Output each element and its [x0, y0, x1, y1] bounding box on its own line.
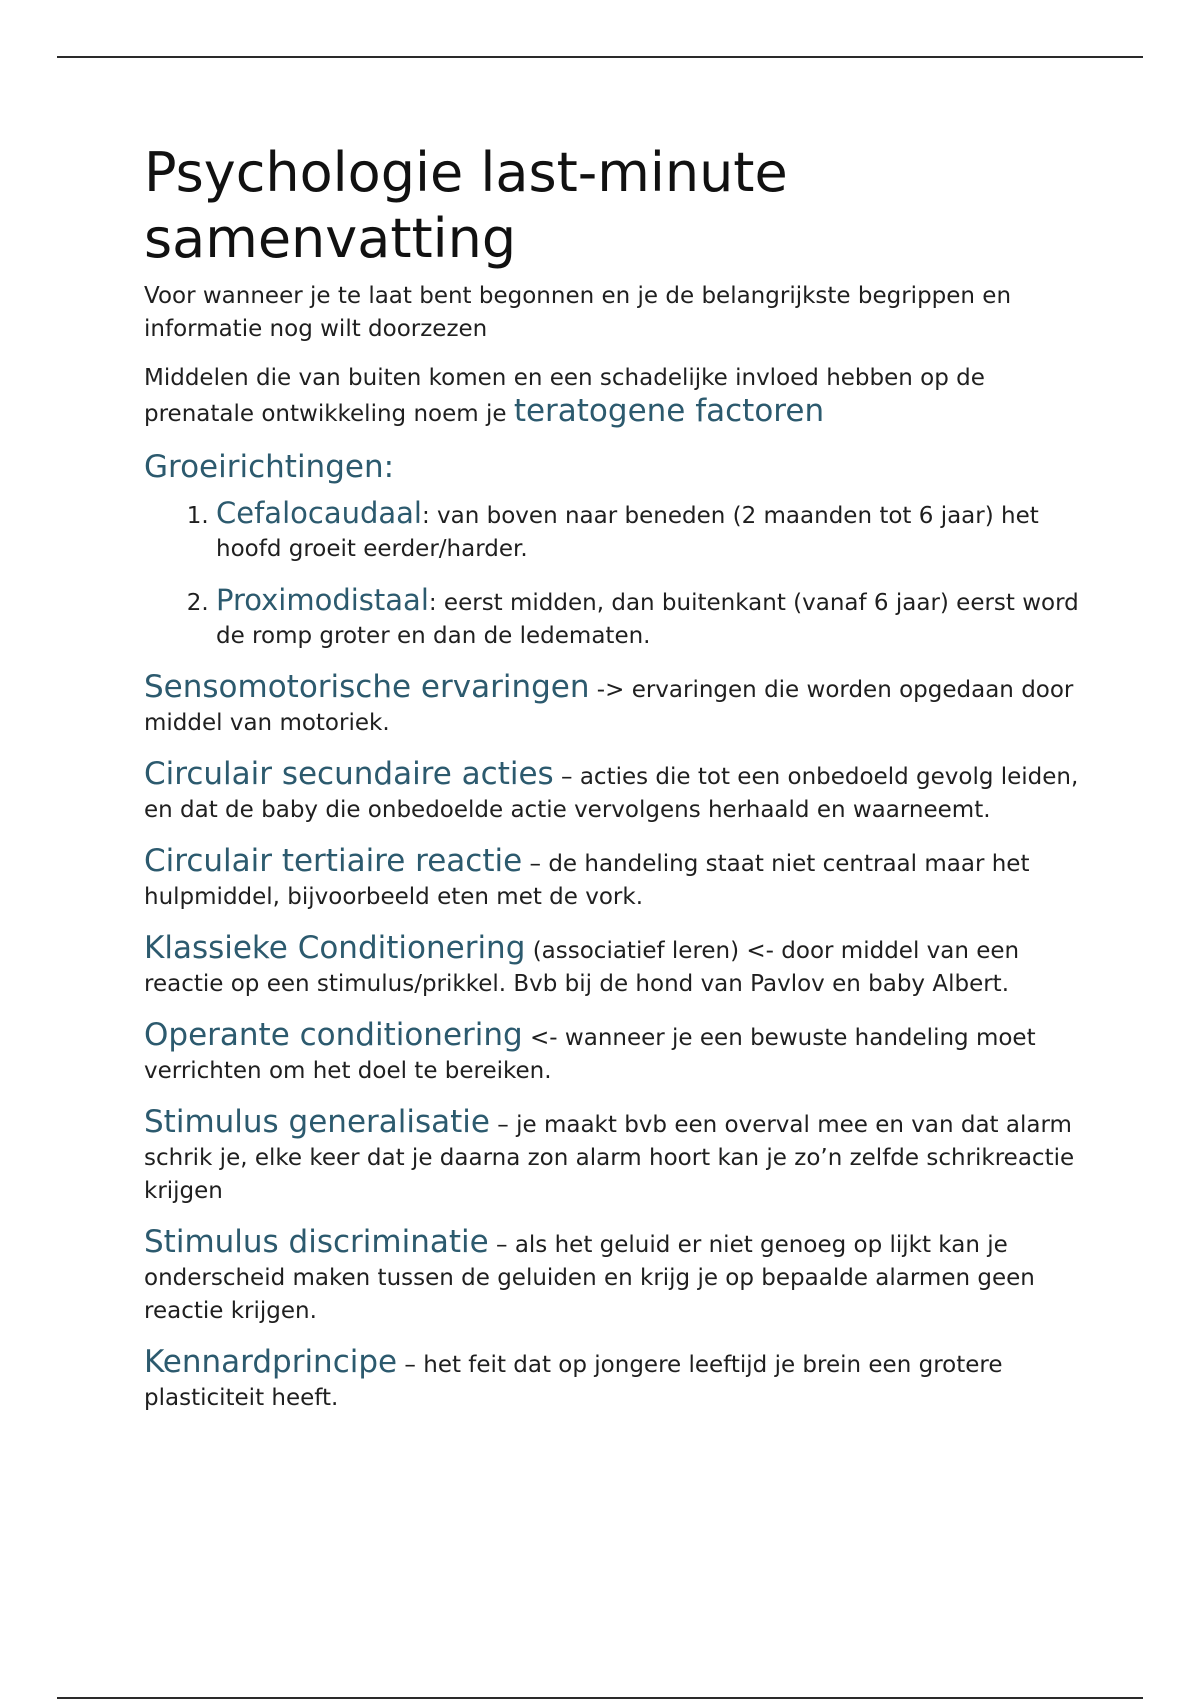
top-rule — [57, 56, 1143, 58]
definition-term: Klassieke Conditionering — [144, 930, 526, 966]
definition-text: – je maakt bvb een overval mee en van dat alarm schrik je, elke keer dat je daarna zon alarm hoort kan je zo’n zelfde schrikreactie krijgen — [144, 1112, 1075, 1204]
definition-entry — [144, 1106, 1084, 1208]
document-body — [144, 140, 1084, 1433]
definition-entry — [144, 932, 1084, 1001]
definition-text: – de handeling staat niet centraal maar het hulpmiddel, bijvoorbeeld eten met de vork. — [144, 851, 1030, 910]
growth-heading: Groeirichtingen: — [144, 449, 395, 485]
list-item-text: : van boven naar beneden (2 maanden tot 6 jaar) het hoofd groeit eerder/harder. — [216, 503, 1039, 562]
definition-entry — [144, 1019, 1084, 1088]
list-item — [216, 497, 1084, 566]
definition-text: – als het geluid er niet genoeg op lijkt kan je onderscheid maken tussen de geluiden en krijg je op bepaalde alarmen geen reactie krijgen. — [144, 1232, 1035, 1324]
intro-paragraph: Voor wanneer je te laat bent begonnen en je de belangrijkste begrippen en informatie nog wilt doorzezen — [144, 283, 1012, 342]
definition-text: <- wanneer je een bewuste handeling moet verrichten om het doel te bereiken. — [144, 1025, 1036, 1084]
teratogen-text: Middelen die van buiten komen en een schadelijke invloed hebben op de prenatale ontwikkeling noem je — [144, 365, 985, 427]
teratogen-paragraph — [144, 362, 1084, 431]
definition-term: Stimulus generalisatie — [144, 1104, 490, 1140]
definition-term: Sensomotorische ervaringen — [144, 669, 590, 705]
definition-term: Operante conditionering — [144, 1017, 523, 1053]
definition-entry — [144, 1226, 1084, 1328]
page-title: Psychologie last-minute samenvatting — [144, 141, 788, 270]
definition-text: (associatief leren) <- door middel van een reactie op een stimulus/prikkel. Bvb bij de hond van Pavlov en baby Albert. — [144, 938, 1020, 997]
list-item-term: Cefalocaudaal — [216, 496, 422, 530]
list-item — [216, 584, 1084, 653]
definition-text: -> ervaringen die worden opgedaan door middel van motoriek. — [144, 677, 1074, 736]
definition-term: Stimulus discriminatie — [144, 1224, 489, 1260]
definition-entry — [144, 845, 1084, 914]
definition-entry — [144, 758, 1084, 827]
definition-text: – het feit dat op jongere leeftijd je brein een grotere plasticiteit heeft. — [144, 1352, 1003, 1411]
list-item-term: Proximodistaal — [216, 583, 429, 617]
definition-term: Circulair secundaire acties — [144, 756, 554, 792]
growth-list — [144, 497, 1084, 653]
list-item-text: : eerst midden, dan buitenkant (vanaf 6 jaar) eerst word de romp groter en dan de ledematen. — [216, 590, 1079, 649]
definition-term: Kennardprincipe — [144, 1344, 398, 1380]
bottom-rule — [57, 1697, 1143, 1699]
definition-entry — [144, 671, 1084, 740]
definition-entry — [144, 1346, 1084, 1415]
teratogen-term: teratogene factoren — [513, 393, 825, 429]
definition-text: – acties die tot een onbedoeld gevolg leiden, en dat de baby die onbedoelde actie vervolgens herhaald en waarneemt. — [144, 764, 1079, 823]
definition-term: Circulair tertiaire reactie — [144, 843, 523, 879]
